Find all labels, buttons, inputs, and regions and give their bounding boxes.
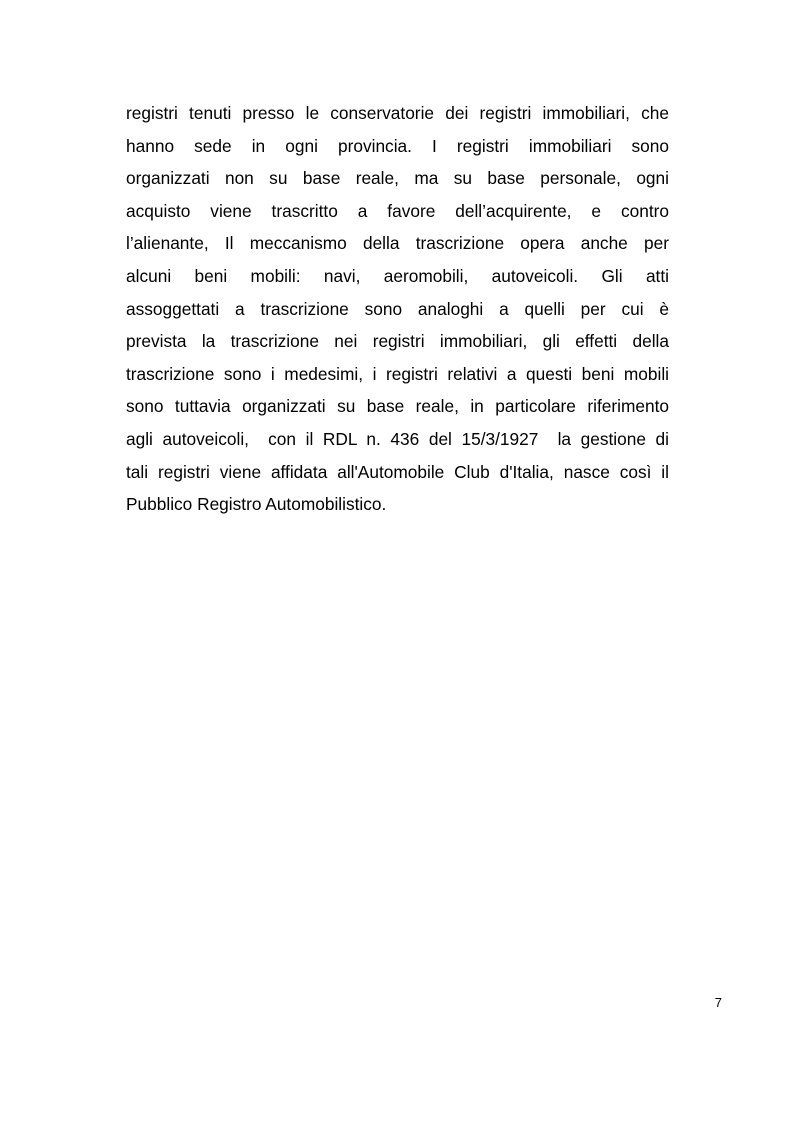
text-line: organizzati non su base reale, ma su base personale, ogni [126, 168, 669, 189]
text-line: agli autoveicoli, con il RDL n. 436 del 15/3/1927 la gestione di [126, 428, 669, 449]
text-line: registri tenuti presso le conservatorie dei registri immobiliari, che [126, 103, 669, 123]
text-line: prevista la trascrizione nei registri immobiliari, gli effetti della [126, 331, 669, 352]
text-line: hanno sede in ogni provincia. I registri immobiliari sono [126, 135, 669, 156]
text-line: tali registri viene affidata all'Automobile Club d'Italia, nasce così il [126, 461, 669, 482]
body-paragraph [126, 97, 669, 521]
text-line: acquisto viene trascritto a favore dell’acquirente, e contro [126, 200, 669, 221]
text-line: trascrizione sono i medesimi, i registri relativi a questi beni mobili [126, 363, 669, 384]
text-line: assoggettati a trascrizione sono analoghi a quelli per cui è [126, 298, 669, 319]
text-line: alcuni beni mobili: navi, aeromobili, autoveicoli. Gli atti [126, 265, 669, 286]
text-line: sono tuttavia organizzati su base reale, in particolare riferimento [126, 396, 669, 417]
page-number: 7 [714, 995, 722, 1010]
text-line: Pubblico Registro Automobilistico. [126, 494, 387, 515]
text-line: l’alienante, Il meccanismo della trascrizione opera anche per [126, 233, 669, 254]
